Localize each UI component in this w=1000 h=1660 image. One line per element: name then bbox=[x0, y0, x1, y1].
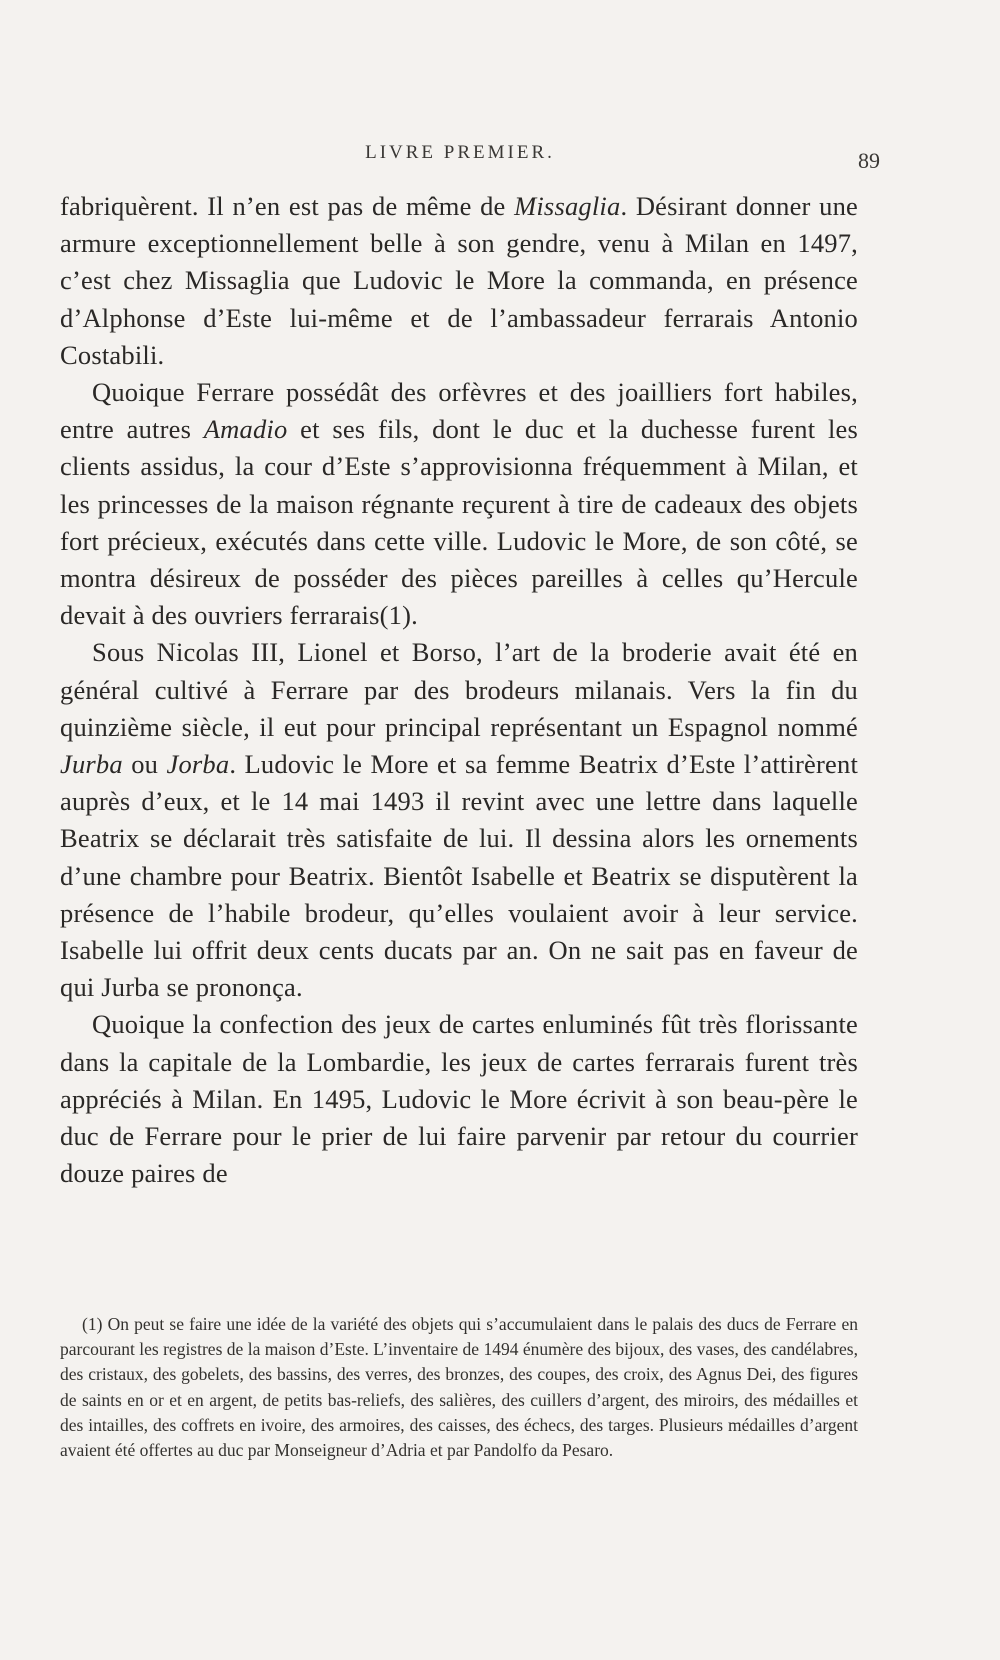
paragraph-2-text-c: et ses fils, dont le duc et la duchesse furent les clients assidus, la cour d’Este s’approvisionna fréquemment à Milan, et les princesses de la maison régnante reçurent à tire de cadeaux des objets fort précieux, exécutés dans cette ville. Ludovic le More, de son côté, se montra désireux de posséder des pièces pareilles à celles qu’Hercule devait à des ouvriers ferrarais(1). bbox=[60, 414, 858, 631]
running-title: LIVRE PREMIER. bbox=[365, 142, 555, 163]
paragraph-3-text-e: . Ludovic le More et sa femme Beatrix d’Este l’attirèrent auprès d’eux, et le 14 mai 1493 il revint avec une lettre dans laquelle Beatrix se déclarait très satisfaite de lui. Il dessina alors les ornements d’une chambre pour Beatrix. Bientôt Isabelle et Beatrix se disputèrent la présence de l’habile brodeur, qu’elles voulaient avoir à leur service. Isabelle lui offrit deux cents ducats par an. On ne sait pas en faveur de qui Jurba se prononça. bbox=[60, 749, 859, 1003]
paragraph-3-text-a: Sous Nicolas III, Lionel et Borso, l’art de la broderie avait été en général cultivé à Ferrare par des brodeurs milanais. Vers la fin du quinzième siècle, il eut pour principal représentant un Espagnol nommé bbox=[60, 637, 858, 742]
paragraph-2-text-a: Quoique Ferrare possédât des orfèvres et des joailliers fort habiles, entre autres bbox=[60, 377, 858, 445]
paragraph-1-text-c: . Désirant donner une armure exceptionnellement belle à son gendre, venu à Milan en 1497, c’est chez Missaglia que Ludovic le More la commanda, en présence d’Alphonse d’Este lui-même et de l’ambassadeur ferrarais Antonio Costabili. bbox=[60, 191, 858, 370]
paragraph-2 bbox=[60, 374, 858, 634]
footnotes bbox=[60, 1312, 858, 1463]
paragraph-3 bbox=[60, 634, 858, 1006]
paragraph-4: Quoique la confection des jeux de cartes enluminés fût très florissante dans la capitale de la Lombardie, les jeux de cartes ferrarais furent très appréciés à Milan. En 1495, Ludovic le More écrivit à son beau-père le duc de Ferrare pour le prier de lui faire parvenir par retour du courrier douze paires de bbox=[60, 1009, 858, 1189]
paragraph-2-italic: Amadio bbox=[203, 414, 288, 445]
paragraph-1 bbox=[60, 188, 858, 374]
paragraph-3-italic-d: Jorba bbox=[166, 749, 230, 780]
paragraph-3-italic-b: Jurba bbox=[60, 749, 123, 780]
main-text bbox=[60, 188, 858, 1192]
paragraph-3-text-c: ou bbox=[122, 749, 167, 780]
paragraph-1-text-a: fabriquèrent. Il n’en est pas de même de bbox=[60, 191, 515, 221]
paragraph-1-italic: Missaglia bbox=[514, 191, 621, 221]
page-number: 89 bbox=[858, 148, 880, 173]
footnote-1: (1) On peut se faire une idée de la variété des objets qui s’accumulaient dans le palais des ducs de Ferrare en parcourant les registres de la maison d’Este. L’inventaire de 1494 énumère des bijoux, des vases, des candélabres, des cristaux, des gobelets, des bassins, des verres, des bronzes, des coupes, des croix, des Agnus Dei, des figures de saints en or et en argent, de petits bas-reliefs, des salières, des cuillers d’argent, des miroirs, des médailles et des intailles, des coffrets en ivoire, des armoires, des caisses, des échecs, des targes. Plusieurs médailles d’argent avaient été offertes au duc par Monseigneur d’Adria et par Pandolfo da Pesaro. bbox=[60, 1314, 858, 1461]
